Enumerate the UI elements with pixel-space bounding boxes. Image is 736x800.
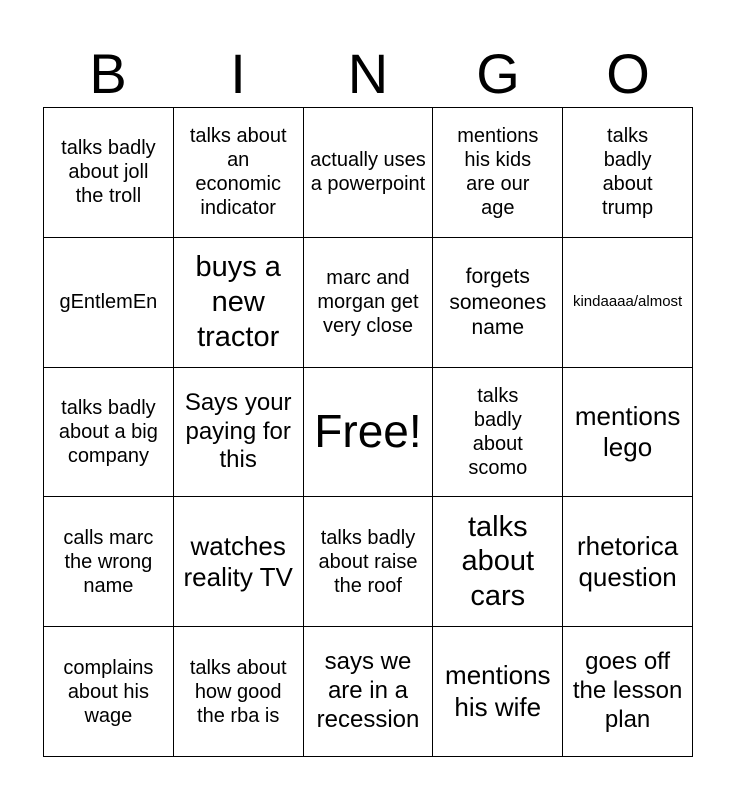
cell-text: kindaaaa/almost xyxy=(572,293,683,311)
bingo-cell[interactable] xyxy=(44,497,174,627)
bingo-cell[interactable] xyxy=(433,238,563,368)
cell-text: Says your paying for this xyxy=(184,388,292,474)
bingo-cell[interactable] xyxy=(44,238,174,368)
cell-text: goes off the lesson plan xyxy=(572,648,683,733)
bingo-cell[interactable] xyxy=(563,497,693,627)
cell-text: talks badly about scomo xyxy=(468,384,528,479)
bingo-cell[interactable] xyxy=(563,108,693,238)
cell-text: mentions his kids are our age xyxy=(457,125,539,220)
bingo-cell[interactable] xyxy=(174,627,304,757)
bingo-cell[interactable] xyxy=(44,108,174,238)
bingo-cell[interactable] xyxy=(304,627,434,757)
header-letter-n: N xyxy=(347,42,389,105)
bingo-header xyxy=(43,40,693,108)
free-space-cell[interactable] xyxy=(304,368,434,498)
cell-text: marc and morgan get very close xyxy=(317,267,419,338)
cell-text: forgets someones name xyxy=(449,265,547,339)
bingo-cell[interactable] xyxy=(304,238,434,368)
bingo-cell[interactable] xyxy=(174,368,304,498)
bingo-cell[interactable] xyxy=(563,627,693,757)
cell-text: buys a new tractor xyxy=(195,251,281,353)
bingo-cell[interactable] xyxy=(304,497,434,627)
bingo-cell[interactable] xyxy=(563,238,693,368)
bingo-grid xyxy=(43,107,693,757)
bingo-cell[interactable] xyxy=(304,108,434,238)
cell-text: mentions lego xyxy=(574,400,681,462)
bingo-cell[interactable] xyxy=(174,497,304,627)
bingo-cell[interactable] xyxy=(433,108,563,238)
cell-text: talks badly about raise the roof xyxy=(318,526,418,597)
bingo-cell[interactable] xyxy=(174,238,304,368)
cell-text: actually uses a powerpoint xyxy=(310,149,426,196)
cell-text: complains about his wage xyxy=(63,656,154,727)
header-letter-b: B xyxy=(89,42,127,105)
cell-text: talks about cars xyxy=(461,510,535,613)
cell-text: mentions his wife xyxy=(445,660,551,722)
bingo-cell[interactable] xyxy=(433,497,563,627)
cell-text: rhetorica question xyxy=(577,530,679,592)
header-letter-g: G xyxy=(476,42,520,105)
bingo-cell[interactable] xyxy=(44,368,174,498)
cell-text: gEntlemEn xyxy=(59,291,158,314)
cell-text: says we are in a recession xyxy=(316,648,420,733)
bingo-cell[interactable] xyxy=(44,627,174,757)
cell-text: talks about how good the rba is xyxy=(189,656,287,727)
bingo-cell[interactable] xyxy=(174,108,304,238)
cell-text: watches reality TV xyxy=(183,530,293,592)
header-letter-i: I xyxy=(230,42,246,105)
cell-text: talks about an economic indicator xyxy=(189,125,287,220)
header-letter-o: O xyxy=(606,42,650,105)
cell-text: talks badly about trump xyxy=(602,125,654,220)
cell-text: Free! xyxy=(314,405,422,458)
bingo-cell[interactable] xyxy=(563,368,693,498)
bingo-cell[interactable] xyxy=(433,368,563,498)
cell-text: talks badly about a big company xyxy=(58,396,158,467)
bingo-cell[interactable] xyxy=(433,627,563,757)
cell-text: talks badly about joll the troll xyxy=(61,137,156,208)
cell-text: calls marc the wrong name xyxy=(63,526,154,597)
